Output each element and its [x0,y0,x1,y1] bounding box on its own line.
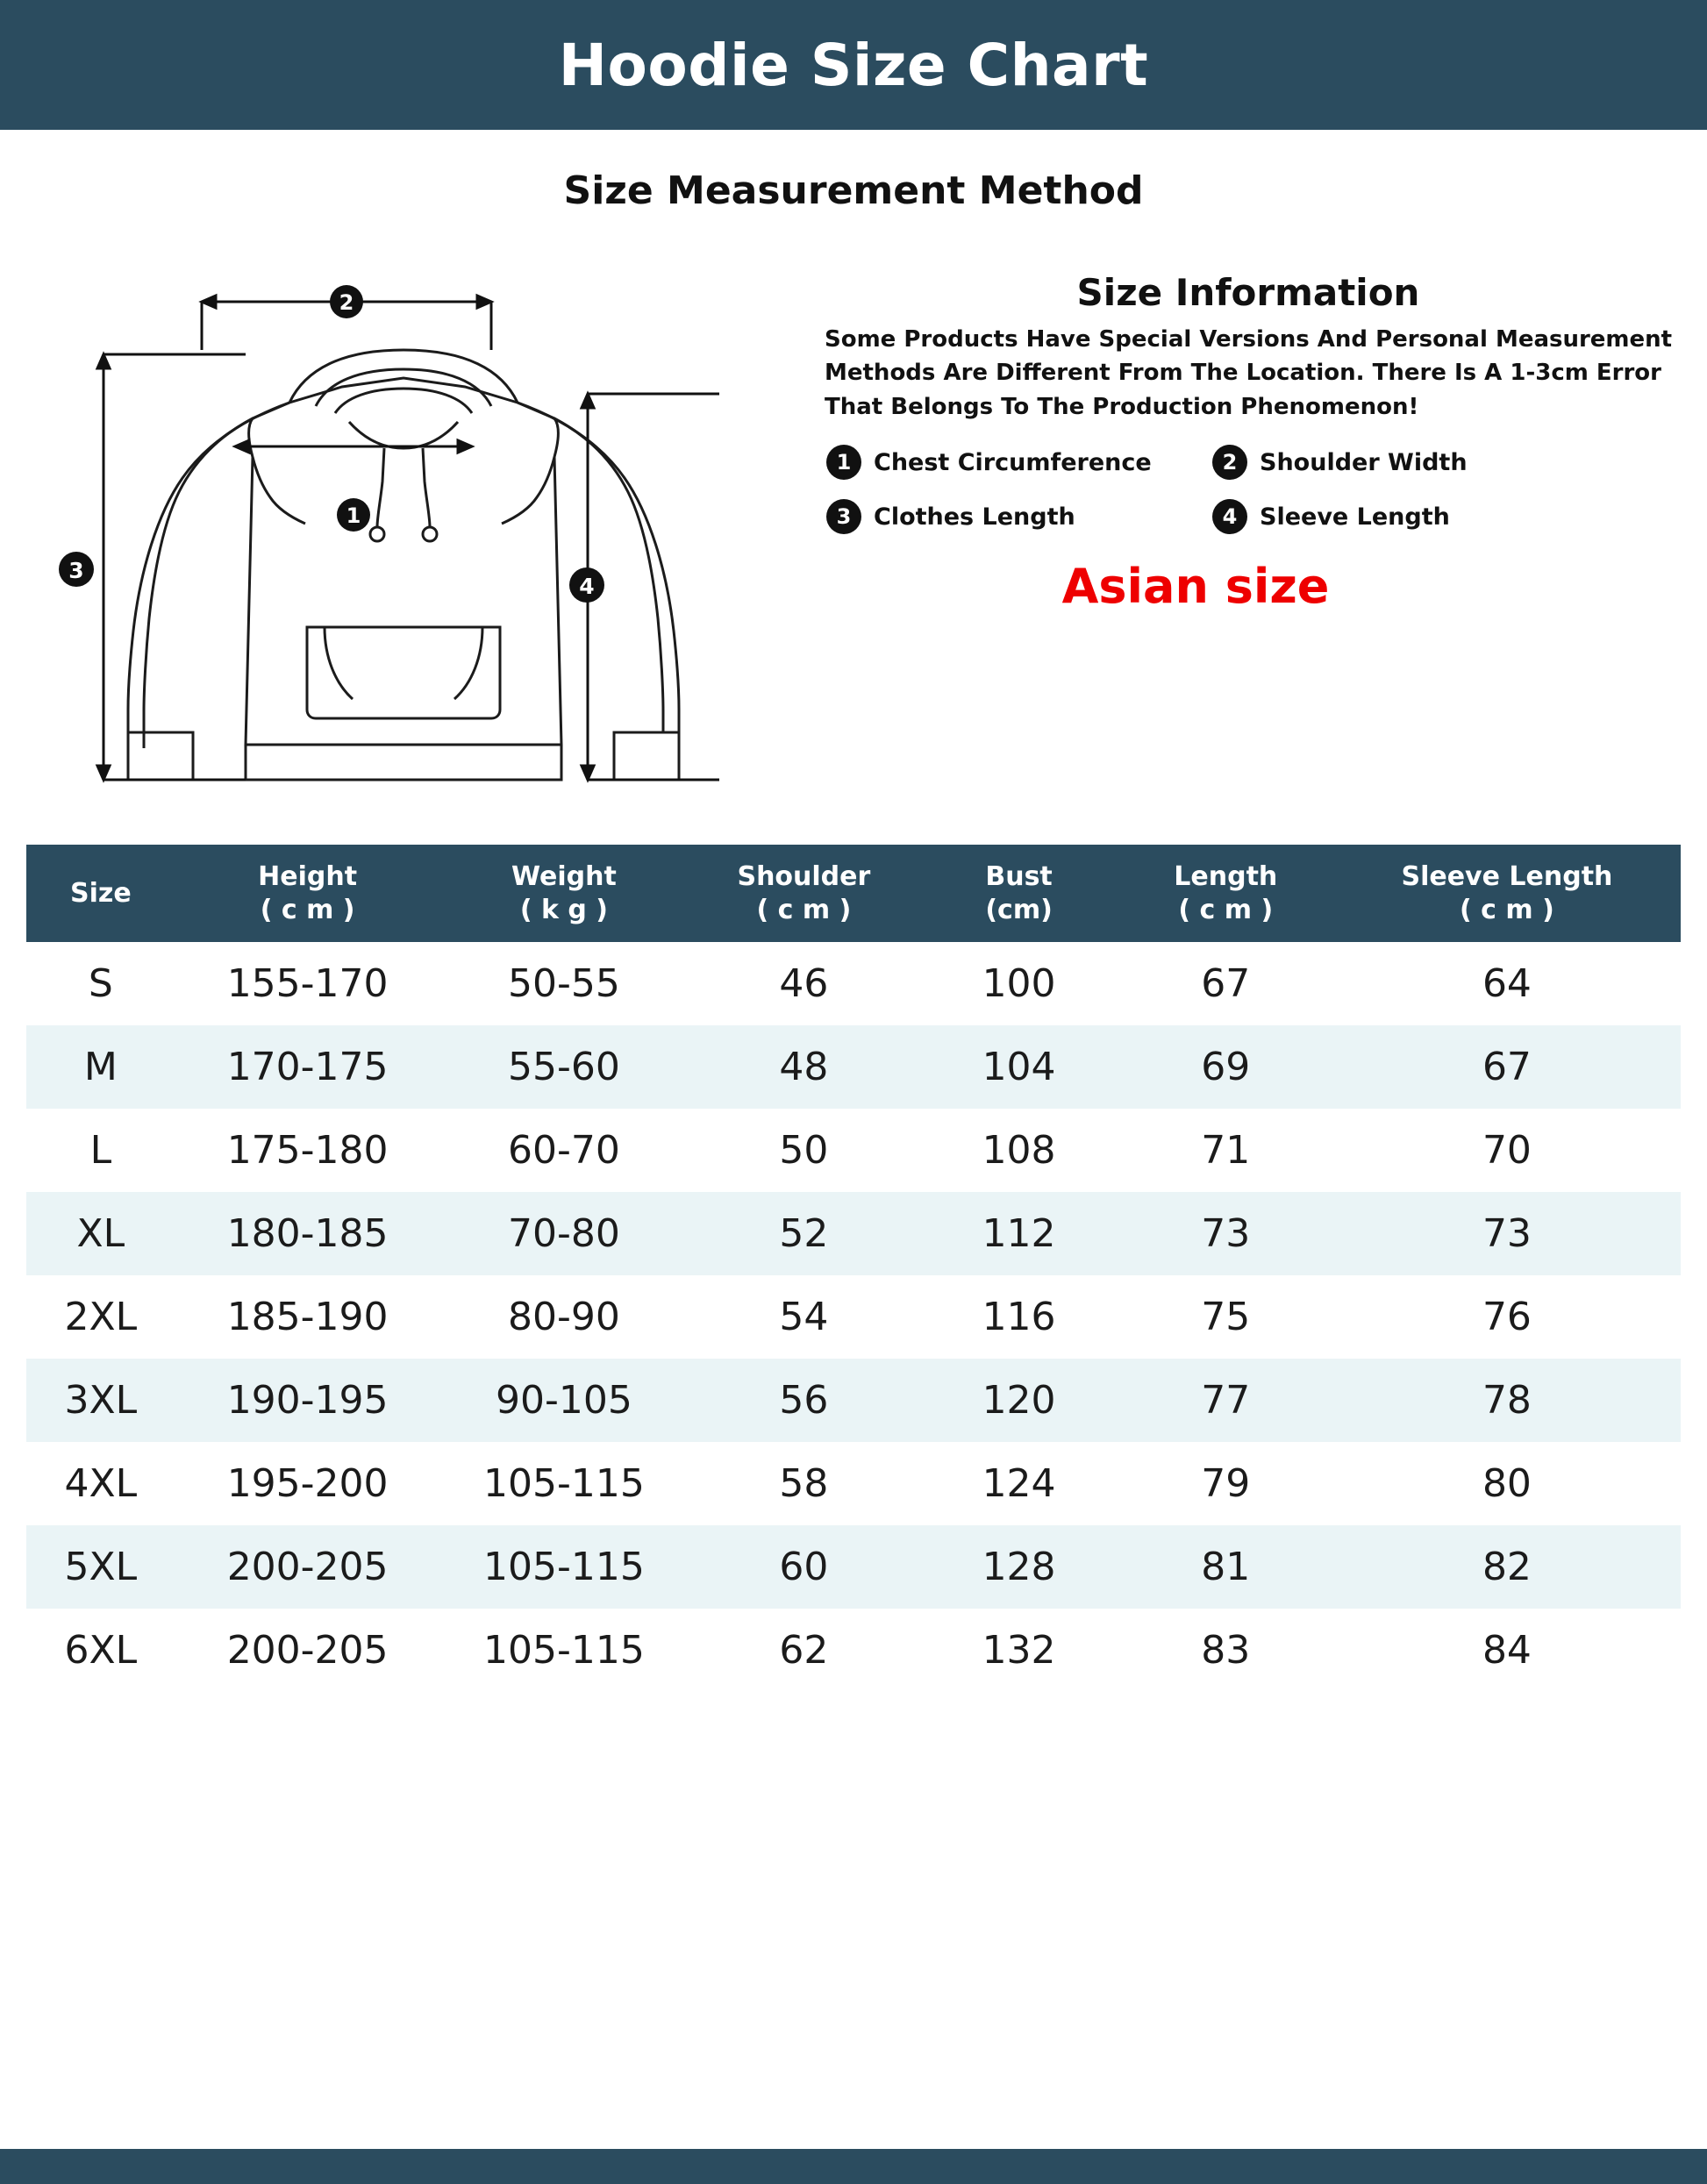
legend-item-clothes-length [826,499,1212,534]
svg-text:1: 1 [346,503,361,528]
table-row [26,1025,1681,1109]
column-header-height-line1: Height [258,861,358,892]
cell-sleeve: 67 [1333,1025,1681,1109]
column-header-shoulder-line1: Shoulder [737,861,871,892]
cell-sleeve: 70 [1482,1128,1532,1173]
cell-shoulder: 54 [779,1295,829,1339]
legend-label-sleeve-length: Sleeve Length [1260,503,1450,531]
legend-row [826,499,1681,534]
number-badge-1-icon: 1 [826,445,861,480]
column-header-weight-line2: ( k g ) [519,894,609,925]
cell-shoulder: 52 [688,1192,919,1275]
cell-length: 69 [1118,1025,1333,1109]
cell-size: L [89,1128,112,1173]
cell-bust: 120 [919,1359,1118,1442]
size-table [26,845,1681,1692]
cell-bust: 128 [919,1525,1118,1609]
column-header-shoulder [688,845,919,942]
table-row [26,1609,1681,1692]
cell-weight: 80-90 [508,1295,620,1339]
cell-size: 3XL [26,1359,175,1442]
cell-sleeve: 73 [1333,1192,1681,1275]
column-header-height-line2: ( c m ) [260,894,355,925]
cell-sleeve: 64 [1482,961,1532,1006]
svg-text:3: 3 [68,558,84,583]
table-header-row [26,845,1681,942]
column-header-shoulder-line2: ( c m ) [756,894,852,925]
cell-weight: 105-115 [483,1461,645,1506]
cell-size: XL [26,1192,175,1275]
cell-height: 195-200 [226,1461,389,1506]
cell-length: 79 [1201,1461,1251,1506]
column-header-weight [439,845,688,942]
legend-item-sleeve-length [1212,499,1598,534]
page-header [0,0,1707,130]
column-header-bust-line1: Bust [985,861,1053,892]
diagram-marker-3 [59,552,94,587]
cell-weight: 90-105 [439,1359,688,1442]
legend-row [826,445,1681,480]
cell-sleeve: 80 [1482,1461,1532,1506]
cell-shoulder: 48 [688,1025,919,1109]
cell-shoulder: 60 [688,1525,919,1609]
column-header-size [26,845,175,942]
diagram-marker-1 [337,498,370,532]
cell-shoulder: 46 [779,961,829,1006]
hoodie-diagram-svg [26,218,781,797]
cell-length: 75 [1201,1295,1251,1339]
table-row [26,1359,1681,1442]
table-row [26,1109,1681,1192]
cell-weight: 55-60 [439,1025,688,1109]
size-table-head [26,845,1681,942]
cell-shoulder: 50 [779,1128,829,1173]
cell-sleeve: 78 [1333,1359,1681,1442]
legend-label-clothes-length: Clothes Length [874,503,1075,531]
cell-bust: 116 [982,1295,1056,1339]
cell-height: 185-190 [226,1295,389,1339]
cell-height: 155-170 [226,961,389,1006]
measurement-legend [816,445,1681,534]
asian-size-label: Asian size [1061,559,1330,615]
cell-size: 4XL [64,1461,138,1506]
cell-sleeve: 82 [1333,1525,1681,1609]
size-information-body: Some Products Have Special Versions And Personal Measurement Methods Are Different From The Location. There Is A 1-3cm Error That Belongs To The Production Phenomenon! [825,326,1673,420]
cell-sleeve: 76 [1482,1295,1532,1339]
cell-size: M [26,1025,175,1109]
legend-item-chest [826,445,1212,480]
size-information-title: Size Information [1076,271,1420,314]
cell-length: 83 [1201,1628,1251,1673]
table-row [26,1192,1681,1275]
size-table-body [26,942,1681,1692]
cell-length: 67 [1201,961,1251,1006]
legend-label-shoulder: Shoulder Width [1260,448,1468,476]
cell-shoulder: 56 [688,1359,919,1442]
diagram-marker-2 [330,285,363,318]
cell-size: S [88,961,113,1006]
cell-height: 170-175 [175,1025,440,1109]
column-header-sleeve-length-line2: ( c m ) [1460,894,1554,925]
number-badge-3-icon: 3 [826,499,861,534]
table-row [26,1525,1681,1609]
cell-shoulder: 58 [779,1461,829,1506]
column-header-length-line2: ( c m ) [1178,894,1274,925]
size-table-wrapper [0,845,1707,1692]
column-header-sleeve-length-line1: Sleeve Length [1401,861,1613,892]
cell-height: 180-185 [175,1192,440,1275]
cell-bust: 108 [982,1128,1056,1173]
number-badge-4-icon: 4 [1212,499,1247,534]
cell-shoulder: 62 [779,1628,829,1673]
cell-height: 175-180 [226,1128,389,1173]
column-header-bust-line2: (cm) [985,894,1053,925]
measurement-section [0,218,1707,832]
cell-height: 200-205 [226,1628,389,1673]
cell-height: 200-205 [175,1525,440,1609]
cell-bust: 112 [919,1192,1118,1275]
cell-weight: 50-55 [508,961,620,1006]
column-header-length-line1: Length [1174,861,1278,892]
table-row [26,1275,1681,1359]
cell-bust: 100 [982,961,1056,1006]
cell-weight: 105-115 [439,1525,688,1609]
cell-sleeve: 84 [1482,1628,1532,1673]
legend-item-shoulder [1212,445,1598,480]
cell-length: 73 [1118,1192,1333,1275]
cell-height: 190-195 [175,1359,440,1442]
cell-bust: 104 [919,1025,1118,1109]
cell-weight: 70-80 [439,1192,688,1275]
cell-weight: 60-70 [508,1128,620,1173]
cell-weight: 105-115 [483,1628,645,1673]
cell-size: 5XL [26,1525,175,1609]
page-title: Hoodie Size Chart [558,31,1149,99]
cell-bust: 132 [982,1628,1056,1673]
hoodie-diagram [26,218,798,832]
cell-bust: 124 [982,1461,1056,1506]
svg-text:2: 2 [339,290,354,315]
legend-label-chest: Chest Circumference [874,448,1152,476]
column-header-bust [919,845,1118,942]
cell-length: 77 [1118,1359,1333,1442]
column-header-size-line1: Size [70,877,132,909]
diagram-marker-4 [569,567,604,603]
column-header-length [1118,845,1333,942]
column-header-height [175,845,440,942]
column-header-sleeve-length [1333,845,1681,942]
table-row [26,1442,1681,1525]
column-header-weight-line1: Weight [511,861,617,892]
size-information-panel [798,218,1681,832]
page-footer-bar [0,2149,1707,2184]
svg-text:4: 4 [579,574,595,599]
cell-size: 2XL [64,1295,138,1339]
cell-size: 6XL [64,1628,138,1673]
cell-length: 71 [1201,1128,1251,1173]
cell-length: 81 [1118,1525,1333,1609]
number-badge-2-icon: 2 [1212,445,1247,480]
measurement-section-title: Size Measurement Method [563,168,1144,213]
table-row [26,942,1681,1025]
